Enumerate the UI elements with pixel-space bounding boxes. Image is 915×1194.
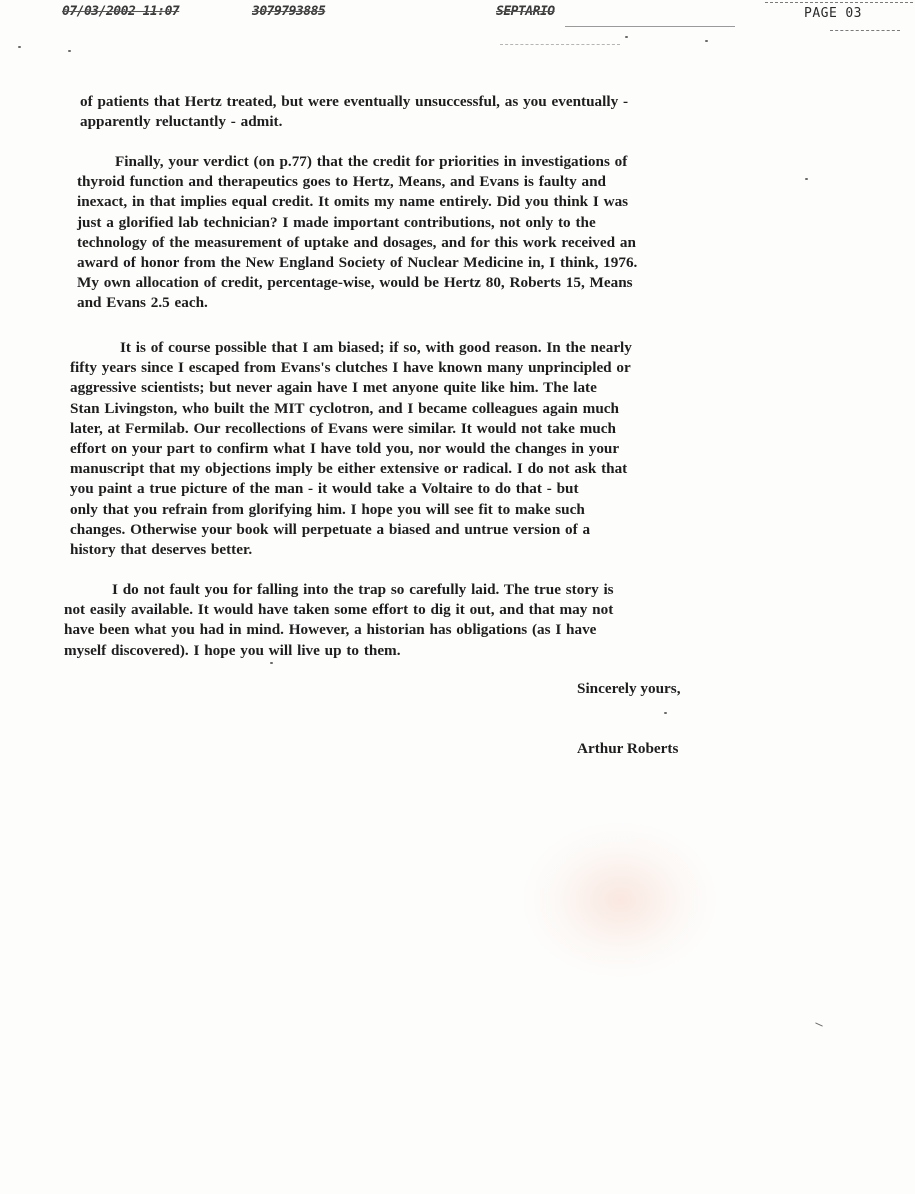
text-line: effort on your part to confirm what I have told you, nor would the changes in your (70, 440, 620, 458)
letter-paragraph (64, 580, 759, 661)
header-rule (765, 2, 913, 3)
text-line: and Evans 2.5 each. (77, 294, 208, 312)
text-line: aggressive scientists; but never again have I met anyone quite like him. The late (70, 379, 597, 397)
fax-speck (664, 712, 667, 714)
signature-name: Arthur Roberts (577, 740, 679, 757)
letter-paragraph (80, 92, 752, 132)
text-line: of patients that Hertz treated, but were eventually unsuccessful, as you eventually - (80, 93, 629, 110)
text-line: manuscript that my objections imply be either extensive or radical. I do not ask that (70, 460, 628, 478)
text-line: fifty years since I escaped from Evans's clutches I have known many unprincipled or (70, 359, 631, 377)
text-line: history that deserves better. (70, 541, 253, 559)
text-line: have been what you had in mind. However, a historian has obligations (as I have (64, 621, 597, 639)
letter-closing: Sincerely yours, (577, 680, 681, 697)
fax-speck (805, 178, 808, 180)
fax-speck (68, 50, 71, 52)
text-line: Stan Livingston, who built the MIT cyclotron, and I became colleagues again much (70, 399, 619, 417)
letter-paragraph (77, 152, 760, 314)
fax-sender-stamp: SEPTARIO (496, 4, 555, 19)
fax-smudge (520, 820, 720, 980)
text-line: Finally, your verdict (on p.77) that the credit for priorities in investigations of (115, 153, 628, 170)
text-line: not easily available. It would have taken some effort to dig it out, and that may not (64, 601, 614, 619)
text-line: technology of the measurement of uptake and dosages, and for this work received an (77, 233, 636, 251)
text-line: changes. Otherwise your book will perpetuate a biased and untrue version of a (70, 520, 591, 538)
text-line: thyroid function and therapeutics goes to Hertz, Means, and Evans is faulty and (77, 173, 606, 191)
fax-speck (625, 36, 628, 38)
fax-number-stamp: 3079793885 (252, 4, 326, 19)
text-line: you paint a true picture of the man - it would take a Voltaire to do that - but (70, 480, 579, 498)
text-line: It is of course possible that I am biased; if so, with good reason. In the nearly (120, 339, 632, 356)
text-line: award of honor from the New England Society of Nuclear Medicine in, I think, 1976. (77, 254, 638, 272)
fax-speck (705, 40, 708, 42)
text-line: just a glorified lab technician? I made important contributions, not only to the (77, 213, 596, 231)
header-rule (500, 44, 620, 45)
text-line: myself discovered). I hope you will live up to them. (64, 641, 401, 659)
header-rule (565, 26, 735, 27)
fax-speck (270, 662, 273, 664)
header-rule (830, 30, 900, 31)
text-line: My own allocation of credit, percentage-wise, would be Hertz 80, Roberts 15, Means (77, 274, 633, 292)
fax-speck (18, 46, 21, 48)
page-indicator (804, 6, 862, 21)
text-line: later, at Fermilab. Our recollections of Evans were similar. It would not take much (70, 419, 616, 437)
letter-paragraph (70, 338, 758, 560)
fax-date-stamp: 07/03/2002 11:07 (62, 4, 180, 19)
text-line: apparently reluctantly - admit. (80, 113, 283, 131)
text-line: only that you refrain from glorifying him. I hope you will see fit to make such (70, 500, 585, 518)
text-line: inexact, in that implies equal credit. It omits my name entirely. Did you think I was (77, 193, 629, 211)
fax-speck (815, 1022, 823, 1026)
text-line: I do not fault you for falling into the trap so carefully laid. The true story is (112, 581, 614, 598)
page-number: 03 (845, 6, 862, 21)
page-label: PAGE (804, 6, 838, 21)
fax-header (0, 0, 915, 60)
